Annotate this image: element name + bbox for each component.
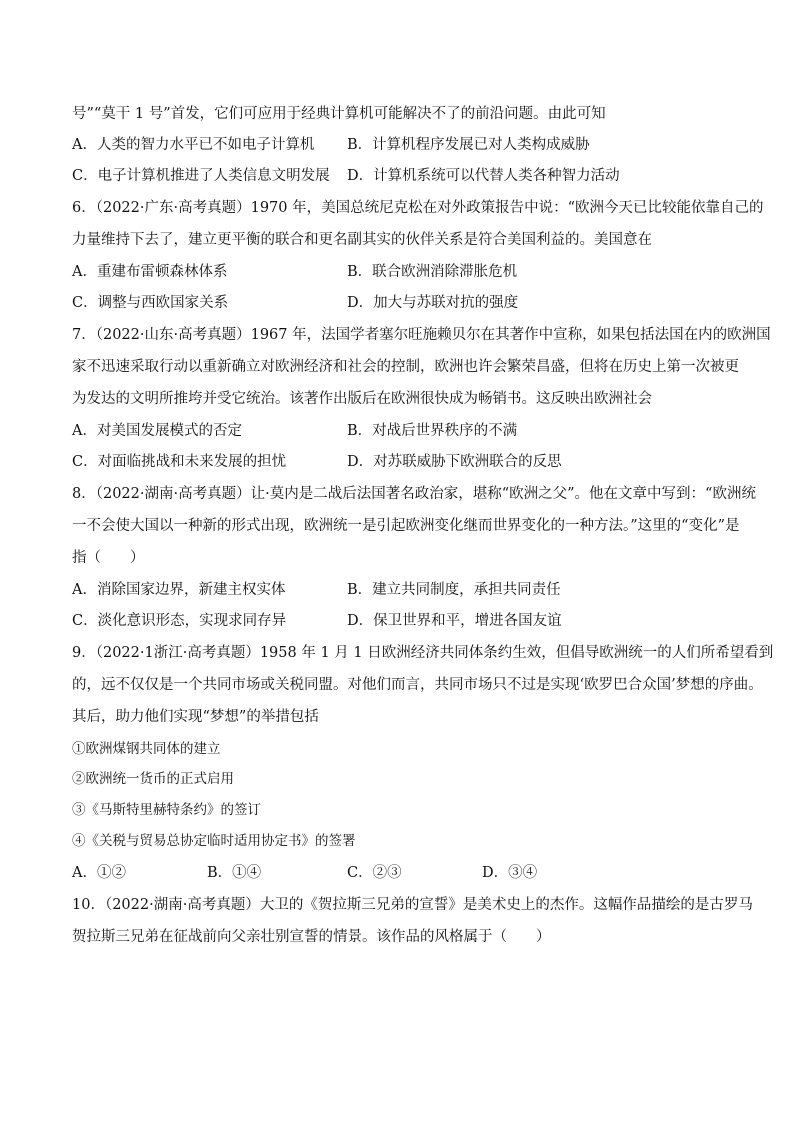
q5-option-b: B．计算机程序发展已对人类构成威胁 xyxy=(347,137,590,153)
q6-option-d: D．加大与苏联对抗的强度 xyxy=(347,295,519,311)
q7-stem-line-2: 家不迅速采取行动以重新确立对欧洲经济和社会的控制，欧洲也许会繁荣昌盛，但将在历史上第一次被更 xyxy=(72,359,739,375)
q9-item-1: ①欧洲煤钢共同体的建立 xyxy=(72,741,221,757)
q8-stem-line-3: 指（ ） xyxy=(72,550,145,566)
q5-stem-line: 号”“莫干 1 号”首发，它们可应用于经典计算机可能解决不了的前沿问题。由此可知 xyxy=(72,106,606,122)
q5-option-c: C．电子计算机推进了人类信息文明发展 xyxy=(72,168,330,184)
q8-stem-line-1: 8．（2022·湖南·高考真题）让·莫内是二战后法国著名政治家，堪称“欧洲之父”。他在文章中写到：“欧洲统 xyxy=(72,486,756,502)
q8-stem-line-2: 一不会使大国以一种新的形式出现，欧洲统一是引起欧洲变化继而世界变化的一种方法。”这里的“变化”是 xyxy=(72,518,740,534)
q7-option-b: B．对战后世界秩序的不满 xyxy=(347,423,518,439)
q7-option-c: C．对面临挑战和未来发展的担忧 xyxy=(72,454,287,470)
q7-stem-line-1: 7．（2022·山东·高考真题）1967 年，法国学者塞尔旺施赖贝尔在其著作中宣称，如果包括法国在内的欧洲国 xyxy=(72,327,771,343)
q9-option-b: B．①④ xyxy=(207,865,262,881)
q5-option-d: D．计算机系统可以代替人类各种智力活动 xyxy=(347,168,620,184)
q7-option-d: D．对苏联威胁下欧洲联合的反思 xyxy=(347,454,562,470)
q8-option-d: D．保卫世界和平，增进各国友谊 xyxy=(347,613,562,629)
q9-item-2: ②欧洲统一货币的正式启用 xyxy=(72,771,234,787)
q9-option-d: D．③④ xyxy=(482,865,538,881)
q9-option-c: C．②③ xyxy=(347,865,402,881)
q7-option-a: A．对美国发展模式的否定 xyxy=(72,423,242,439)
q10-stem-line-1: 10．（2022·湖南·高考真题）大卫的《贺拉斯三兄弟的宣誓》是美术史上的杰作。这幅作品描绘的是古罗马 xyxy=(72,897,753,913)
q6-option-c: C．调整与西欧国家关系 xyxy=(72,295,229,311)
q6-stem-line-1: 6．（2022·广东·高考真题）1970 年，美国总统尼克松在对外政策报告中说：“欧洲今天已比较能依靠自己的 xyxy=(72,200,764,216)
q8-option-a: A．消除国家边界，新建主权实体 xyxy=(72,582,286,598)
q6-option-b: B．联合欧洲消除滞胀危机 xyxy=(347,264,518,280)
q8-option-c: C．淡化意识形态，实现求同存异 xyxy=(72,613,287,629)
q9-stem-line-2: 的，远不仅仅是一个共同市场或关税同盟。对他们而言，共同市场只不过是实现‘欧罗巴合众国’梦想的序曲。 xyxy=(72,677,763,693)
q9-stem-line-1: 9．（2022·1浙江·高考真题）1958 年 1 月 1 日欧洲经济共同体条约生效，但倡导欧洲统一的人们所希望看到 xyxy=(72,645,774,661)
q9-option-a: A．①② xyxy=(72,865,126,881)
q10-stem-line-2: 贺拉斯三兄弟在征战前向父亲壮别宣誓的情景。该作品的风格属于（ ） xyxy=(72,929,551,945)
q6-option-a: A．重建布雷顿森林体系 xyxy=(72,264,228,280)
q9-stem-line-3: 其后，助力他们实现“梦想”的举措包括 xyxy=(72,709,319,725)
q9-item-4: ④《关税与贸易总协定临时适用协定书》的签署 xyxy=(72,833,356,849)
q8-option-b: B．建立共同制度，承担共同责任 xyxy=(347,582,561,598)
q7-stem-line-3: 为发达的文明所推垮并受它统治。该著作出版后在欧洲很快成为畅销书。这反映出欧洲社会 xyxy=(72,391,652,407)
q5-option-a: A．人类的智力水平已不如电子计算机 xyxy=(72,137,315,153)
q6-stem-line-2: 力量维持下去了，建立更平衡的联合和更名副其实的伙伴关系是符合美国利益的。美国意在 xyxy=(72,232,652,248)
q9-item-3: ③《马斯特里赫特条约》的签订 xyxy=(72,802,261,818)
